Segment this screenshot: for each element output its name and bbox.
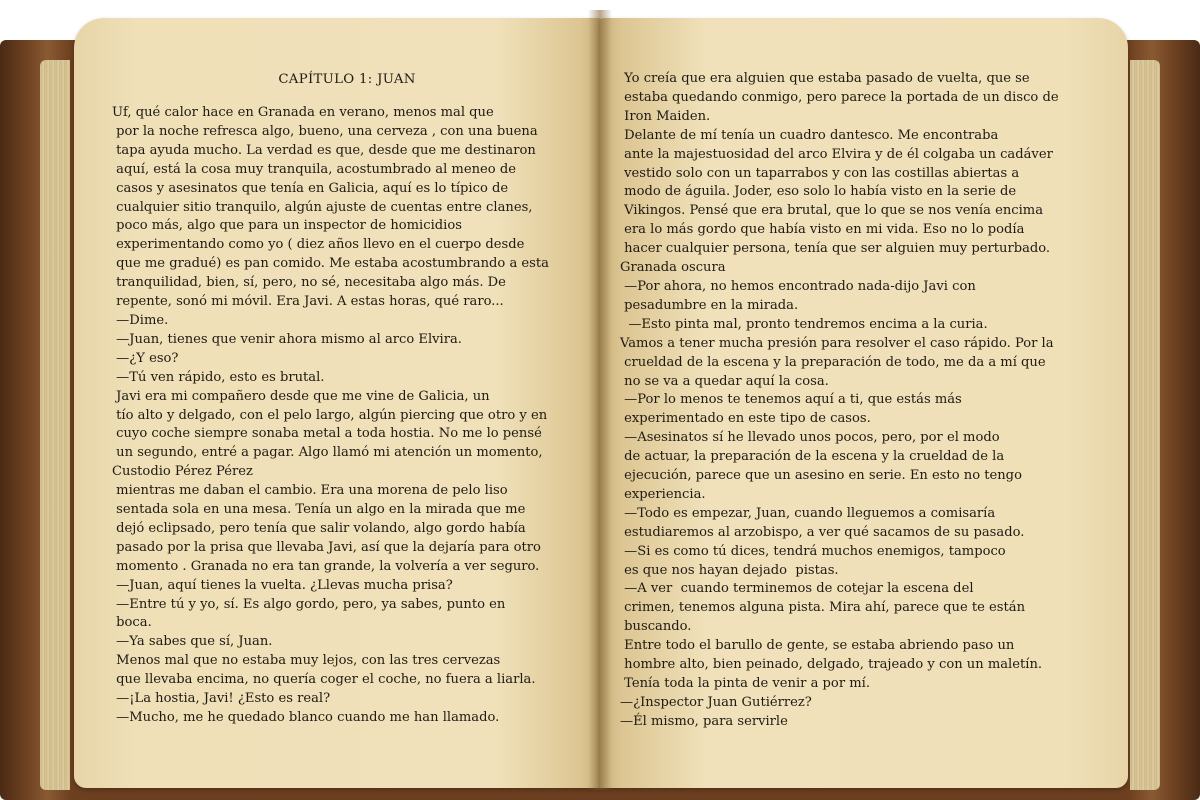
text-line: un segundo, entré a pagar. Algo llamó mi atención un momento,	[112, 445, 543, 461]
text-line: —¿Inspector Juan Gutiérrez?	[620, 694, 812, 710]
text-line: Custodio Pérez Pérez	[112, 464, 253, 480]
left-page-stack	[40, 60, 70, 790]
text-line: tío alto y delgado, con el pelo largo, algún piercing que otro y en	[112, 407, 548, 423]
text-line: era lo más gordo que había visto en mi vida. Eso no lo podía	[620, 222, 1025, 238]
text-line: estaba quedando conmigo, pero parece la portada de un disco de	[620, 89, 1059, 105]
text-line: —Juan, tienes que venir ahora mismo al arco Elvira.	[112, 331, 462, 347]
text-line: sentada sola en una mesa. Tenía un algo en la mirada que me	[112, 502, 526, 518]
text-line: hacer cualquier persona, tenía que ser alguien muy perturbado.	[620, 241, 1051, 257]
text-line: que me gradué) es pan comido. Me estaba acostumbrando a esta	[112, 256, 549, 272]
text-line: repente, sonó mi móvil. Era Javi. A estas horas, qué raro...	[112, 294, 504, 310]
right-page-stack	[1130, 60, 1160, 790]
text-line: —Ya sabes que sí, Juan.	[112, 634, 273, 650]
text-line: Delante de mí tenía un cuadro dantesco. Me encontraba	[620, 127, 999, 143]
text-line: modo de águila. Joder, eso solo lo había visto en la serie de	[620, 184, 1017, 200]
book-gutter	[588, 10, 612, 790]
text-line: dejó eclipsado, pero tenía que salir volando, algo gordo había	[112, 520, 526, 536]
text-line: —Asesinatos sí he llevado unos pocos, pero, por el modo	[620, 430, 1000, 446]
left-page	[74, 18, 602, 788]
text-line: por la noche refresca algo, bueno, una cerveza , con una buena	[112, 123, 538, 139]
text-line: —Juan, aquí tienes la vuelta. ¿Llevas mucha prisa?	[112, 577, 453, 593]
text-line: mientras me daban el cambio. Era una morena de pelo liso	[112, 483, 508, 499]
text-line: —Él mismo, para servirle	[620, 713, 788, 729]
text-line: casos y asesinatos que tenía en Galicia, aquí es lo típico de	[112, 180, 509, 196]
text-line: buscando.	[620, 619, 692, 635]
text-line: Iron Maiden.	[620, 108, 711, 124]
text-line: Javi era mi compañero desde que me vine de Galicia, un	[112, 388, 490, 404]
text-line: hombre alto, bien peinado, delgado, trajeado y con un maletín.	[620, 657, 1043, 673]
text-line: crueldad de la escena y la preparación de todo, me da a mí que	[620, 354, 1046, 370]
text-line: —Por ahora, no hemos encontrado nada-dijo Javi con	[620, 278, 976, 294]
right-page-text	[620, 70, 1059, 732]
text-line: Vamos a tener mucha presión para resolver el caso rápido. Por la	[620, 335, 1054, 351]
text-line: boca.	[112, 615, 152, 631]
text-line: —Todo es empezar, Juan, cuando lleguemos a comisaría	[620, 505, 996, 521]
text-line: cuyo coche siempre sonaba metal a toda hostia. No me lo pensé	[112, 426, 542, 442]
text-line: —¿Y eso?	[112, 350, 179, 366]
text-line: experimentando como yo ( diez años llevo en el cuerpo desde	[112, 237, 525, 253]
text-line: Tenía toda la pinta de venir a por mí.	[620, 676, 871, 691]
text-line: ejecución, parece que un asesino en serie. En esto no tengo	[620, 468, 1022, 484]
text-line: Vikingos. Pensé que era brutal, que lo que se nos venía encima	[620, 203, 1044, 219]
text-line: cualquier sitio tranquilo, algún ajuste de cuentas entre clanes,	[112, 199, 533, 215]
text-line: vestido solo con un taparrabos y con las costillas abiertas a	[620, 165, 1020, 181]
text-line: es que nos hayan dejado pistas.	[620, 562, 839, 578]
text-line: crimen, tenemos alguna pista. Mira ahí, parece que te están	[620, 600, 1026, 616]
text-line: Yo creía que era alguien que estaba pasado de vuelta, que se	[620, 71, 1030, 86]
text-line: Menos mal que no estaba muy lejos, con las tres cervezas	[112, 653, 501, 669]
text-line: —Tú ven rápido, esto es brutal.	[112, 369, 325, 385]
text-line: que llevaba encima, no quería coger el coche, no fuera a liarla.	[112, 672, 536, 688]
text-line: tranquilidad, bien, sí, pero, no sé, necesitaba algo más. De	[112, 275, 506, 291]
text-line: de actuar, la preparación de la escena y la crueldad de la	[620, 449, 1005, 465]
text-line: experiencia.	[620, 486, 706, 502]
text-line: estudiaremos al arzobispo, a ver qué sacamos de su pasado.	[620, 524, 1025, 540]
text-line: —Por lo menos te tenemos aquí a ti, que estás más	[620, 392, 962, 408]
text-line: —Esto pinta mal, pronto tendremos encima a la curia.	[620, 316, 988, 332]
text-line: —¡La hostia, Javi! ¿Esto es real?	[112, 691, 331, 707]
text-line: pasado por la prisa que llevaba Javi, así que la dejaría para otro	[112, 539, 541, 555]
left-page-text	[112, 104, 549, 728]
text-line: —Dime.	[112, 312, 169, 328]
text-line: Granada oscura	[620, 260, 726, 276]
text-line: pesadumbre en la mirada.	[620, 297, 799, 313]
right-page	[600, 18, 1128, 788]
text-line: —A ver cuando terminemos de cotejar la escena del	[620, 581, 974, 597]
text-line: —Mucho, me he quedado blanco cuando me han llamado.	[112, 710, 500, 725]
text-line: momento . Granada no era tan grande, la volvería a ver seguro.	[112, 558, 540, 574]
text-line: —Si es como tú dices, tendrá muchos enemigos, tampoco	[620, 543, 1006, 559]
text-line: experimentado en este tipo de casos.	[620, 411, 871, 427]
text-line: aquí, está la cosa muy tranquila, acostumbrado al meneo de	[112, 161, 516, 177]
text-line: poco más, algo que para un inspector de homicidios	[112, 218, 462, 234]
text-line: Uf, qué calor hace en Granada en verano, menos mal que	[112, 105, 494, 120]
text-line: Entre todo el barullo de gente, se estaba abriendo paso un	[620, 638, 1015, 654]
text-line: —Entre tú y yo, sí. Es algo gordo, pero, ya sabes, punto en	[112, 596, 506, 612]
chapter-title: CAPÍTULO 1: JUAN	[278, 72, 416, 87]
text-line: no se va a quedar aquí la cosa.	[620, 373, 829, 389]
text-line: ante la majestuosidad del arco Elvira y de él colgaba un cadáver	[620, 146, 1053, 162]
text-line: tapa ayuda mucho. La verdad es que, desde que me destinaron	[112, 142, 536, 158]
